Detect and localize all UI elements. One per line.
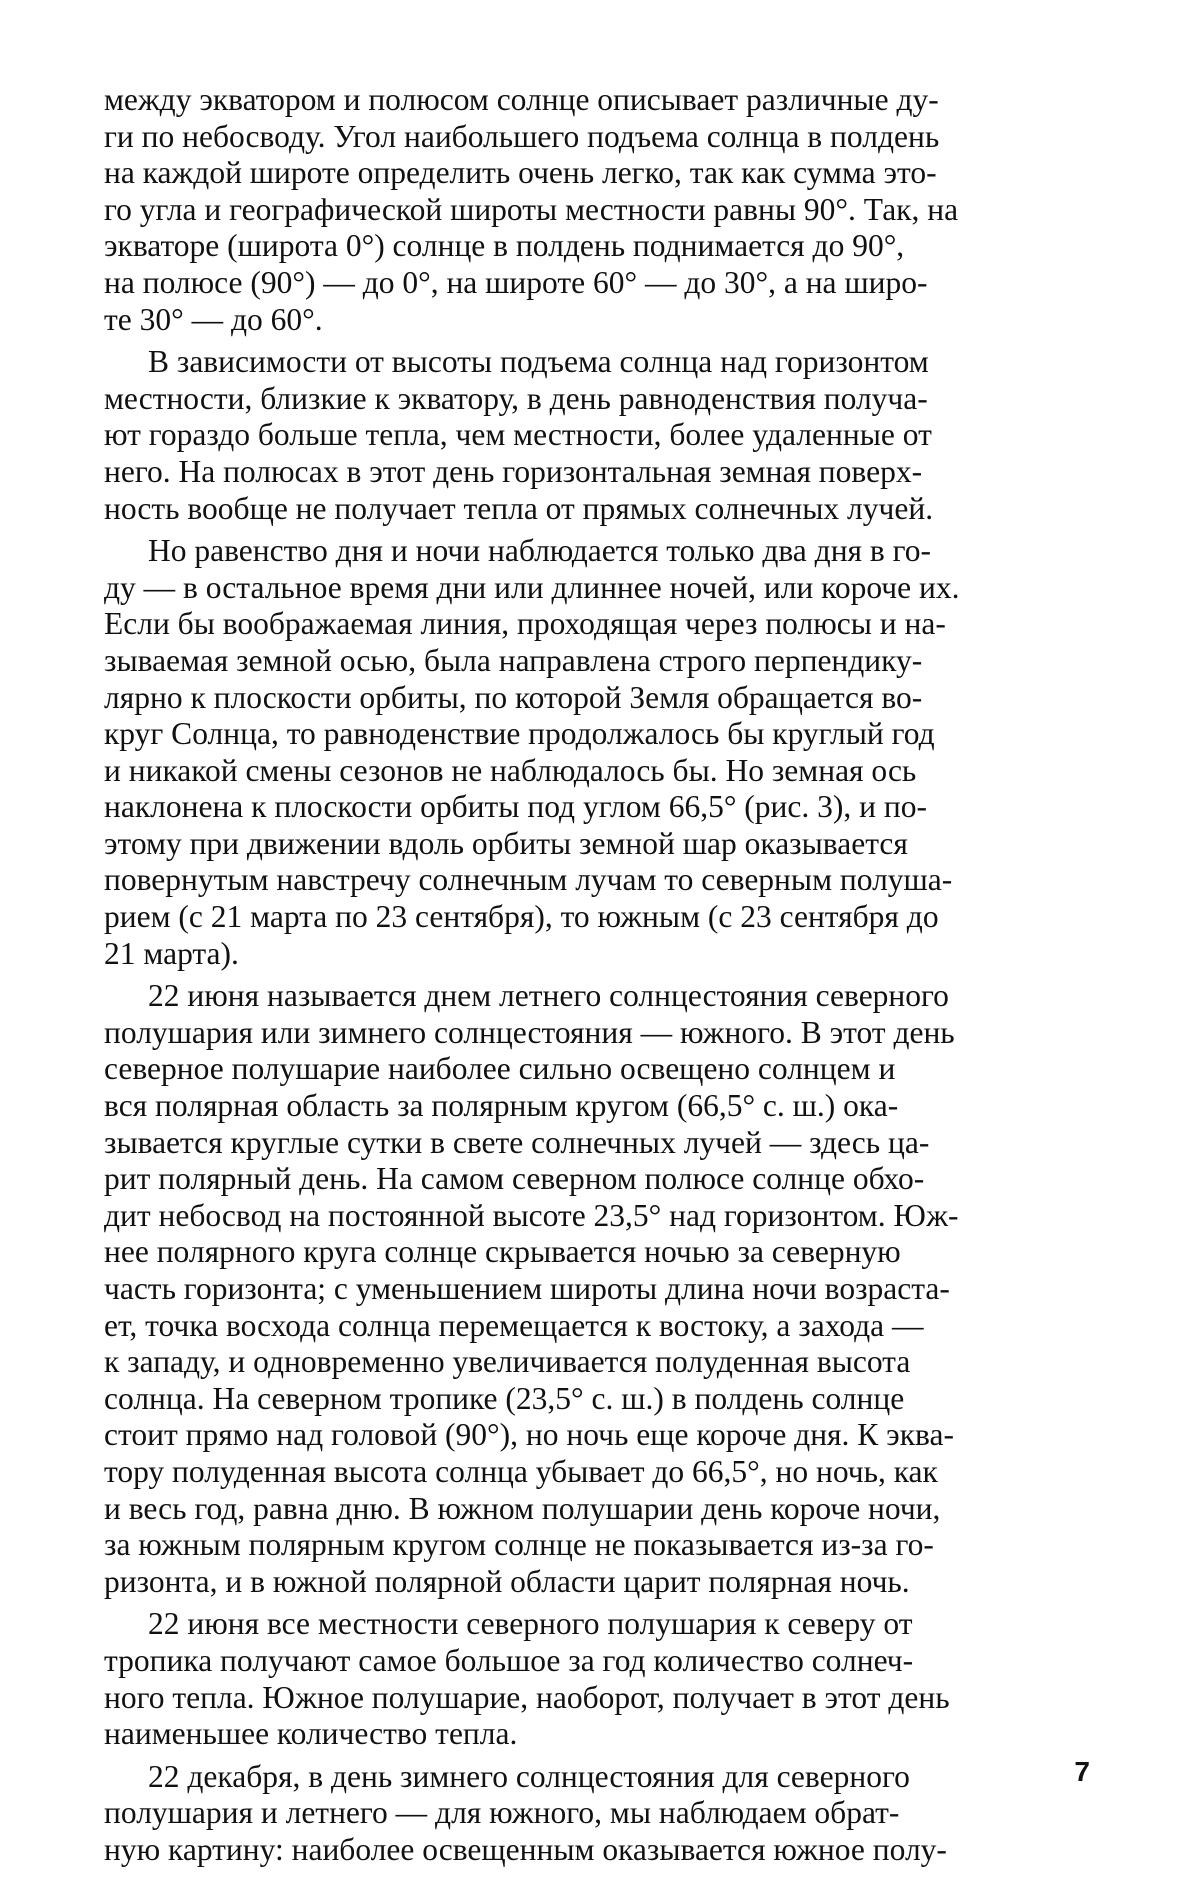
- text-line: го угла и географической широты местности равны 90°. Так, на: [104, 192, 1086, 229]
- text-line: зывается круглые сутки в свете солнечных лучей — здесь ца-: [104, 1125, 1086, 1162]
- text-line: те 30° — до 60°.: [104, 302, 1086, 339]
- text-line: В зависимости от высоты подъема солнца над горизонтом: [104, 344, 1086, 381]
- paragraph: [104, 82, 1086, 338]
- text-line: тропика получают самое большое за год количество солнеч-: [104, 1643, 1086, 1680]
- text-line: него. На полюсах в этот день горизонтальная земная поверх-: [104, 454, 1086, 491]
- text-line: рием (с 21 марта по 23 сентября), то южным (с 23 сентября до: [104, 899, 1086, 936]
- paragraph: [104, 1759, 1086, 1869]
- text-line: ют гораздо больше тепла, чем местности, более удаленные от: [104, 417, 1086, 454]
- text-line: ду — в остальное время дни или длиннее ночей, или короче их.: [104, 570, 1086, 607]
- text-line: ги по небосводу. Угол наибольшего подъема солнца в полдень: [104, 119, 1086, 156]
- text-line: тору полуденная высота солнца убывает до 66,5°, но ночь, как: [104, 1454, 1086, 1491]
- text-line: и весь год, равна дню. В южном полушарии день короче ночи,: [104, 1491, 1086, 1528]
- text-line: между экватором и полюсом солнце описывает различные ду-: [104, 82, 1086, 119]
- paragraph: [104, 344, 1086, 527]
- text-line: зываемая земной осью, была направлена строго перпендику-: [104, 643, 1086, 680]
- text-line: за южным полярным кругом солнце не показывается из-за го-: [104, 1527, 1086, 1564]
- text-line: и никакой смены сезонов не наблюдалось бы. Но земная ось: [104, 753, 1086, 790]
- text-line: лярно к плоскости орбиты, по которой Земля обращается во-: [104, 680, 1086, 717]
- text-line: ризонта, и в южной полярной области царит полярная ночь.: [104, 1564, 1086, 1601]
- text-line: 22 декабря, в день зимнего солнцестояния для северного: [104, 1759, 1086, 1796]
- text-line: ет, точка восхода солнца перемещается к востоку, а захода —: [104, 1308, 1086, 1345]
- paragraph: [104, 533, 1086, 972]
- text-line: ность вообще не получает тепла от прямых солнечных лучей.: [104, 491, 1086, 528]
- text-line: 22 июня называется днем летнего солнцестояния северного: [104, 978, 1086, 1015]
- text-line: к западу, и одновременно увеличивается полуденная высота: [104, 1344, 1086, 1381]
- text-line: наклонена к плоскости орбиты под углом 66,5° (рис. 3), и по-: [104, 789, 1086, 826]
- text-line: на полюсе (90°) — до 0°, на широте 60° — до 30°, а на широ-: [104, 265, 1086, 302]
- text-line: 22 июня все местности северного полушария к северу от: [104, 1606, 1086, 1643]
- book-page: [0, 0, 1200, 1897]
- text-line: ного тепла. Южное полушарие, наоборот, получает в этот день: [104, 1680, 1086, 1717]
- text-line: экваторе (широта 0°) солнце в полдень поднимается до 90°,: [104, 228, 1086, 265]
- text-line: часть горизонта; с уменьшением широты длина ночи возраста-: [104, 1271, 1086, 1308]
- text-line: северное полушарие наиболее сильно освещено солнцем и: [104, 1051, 1086, 1088]
- text-line: Если бы воображаемая линия, проходящая через полюсы и на-: [104, 606, 1086, 643]
- text-line: этому при движении вдоль орбиты земной шар оказывается: [104, 826, 1086, 863]
- text-line: повернутым навстречу солнечным лучам то северным полуша-: [104, 862, 1086, 899]
- text-line: рит полярный день. На самом северном полюсе солнце обхо-: [104, 1161, 1086, 1198]
- text-line: полушария и летнего — для южного, мы наблюдаем обрат-: [104, 1795, 1086, 1832]
- text-line: круг Солнца, то равноденствие продолжалось бы круглый год: [104, 716, 1086, 753]
- paragraph: [104, 1606, 1086, 1752]
- text-line: на каждой широте определить очень легко, так как сумма это-: [104, 155, 1086, 192]
- text-line: полушария или зимнего солнцестояния — южного. В этот день: [104, 1015, 1086, 1052]
- text-line: нее полярного круга солнце скрывается ночью за северную: [104, 1234, 1086, 1271]
- text-line: наименьшее количество тепла.: [104, 1716, 1086, 1753]
- text-line: солнца. На северном тропике (23,5° с. ш.) в полдень солнце: [104, 1381, 1086, 1418]
- text-line: ную картину: наиболее освещенным оказывается южное полу-: [104, 1832, 1086, 1869]
- text-line: местности, близкие к экватору, в день равноденствия получа-: [104, 381, 1086, 418]
- text-line: Но равенство дня и ночи наблюдается только два дня в го-: [104, 533, 1086, 570]
- text-line: дит небосвод на постоянной высоте 23,5° над горизонтом. Юж-: [104, 1198, 1086, 1235]
- page-number: 7: [1060, 1756, 1090, 1788]
- paragraph: [104, 978, 1086, 1600]
- text-line: вся полярная область за полярным кругом (66,5° с. ш.) ока-: [104, 1088, 1086, 1125]
- body-text: [104, 82, 1086, 1869]
- text-line: 21 марта).: [104, 936, 1086, 973]
- text-line: стоит прямо над головой (90°), но ночь еще короче дня. К эква-: [104, 1417, 1086, 1454]
